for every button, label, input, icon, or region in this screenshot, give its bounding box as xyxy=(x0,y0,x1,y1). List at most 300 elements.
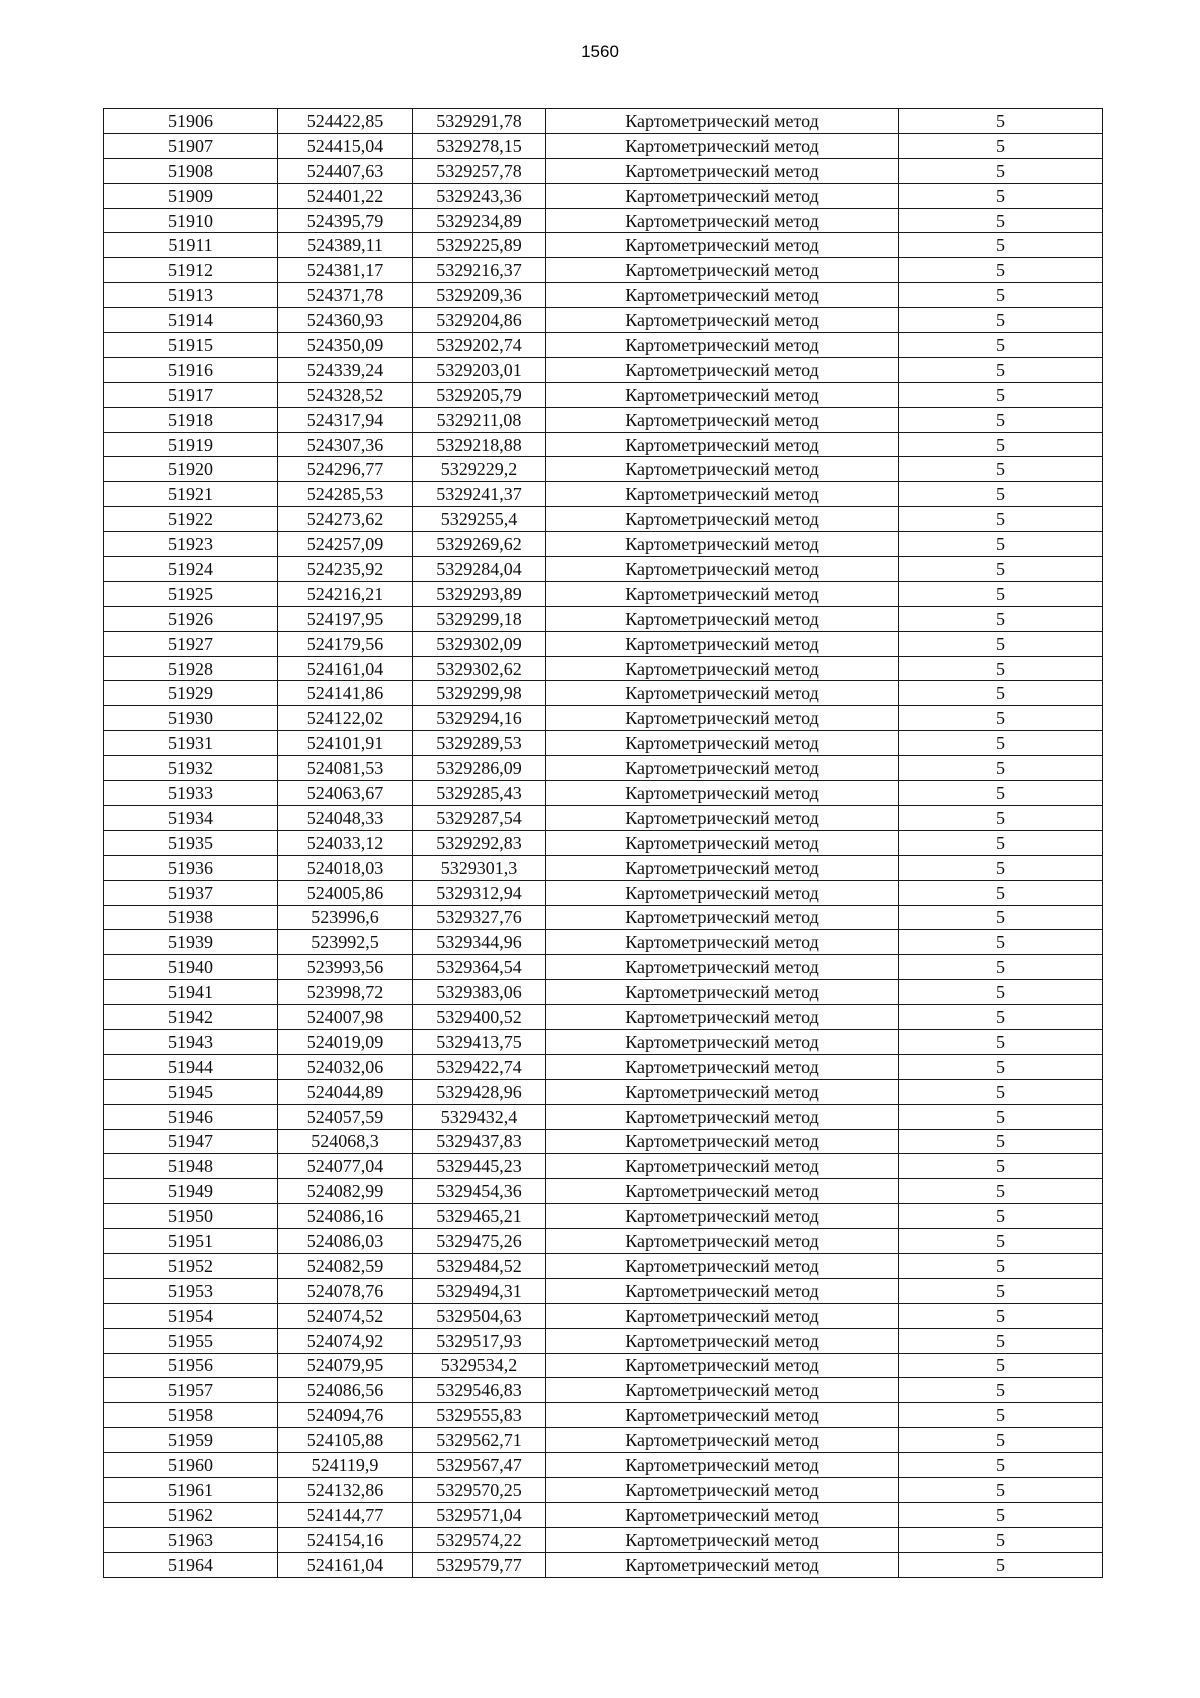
point-number-cell: 51956 xyxy=(104,1353,278,1378)
x-coordinate-cell: 524094,76 xyxy=(278,1403,413,1428)
method-cell: Картометрический метод xyxy=(546,233,899,258)
method-cell: Картометрический метод xyxy=(546,507,899,532)
method-cell: Картометрический метод xyxy=(546,830,899,855)
point-number-cell: 51909 xyxy=(104,183,278,208)
x-coordinate-cell: 524381,17 xyxy=(278,258,413,283)
point-number-cell: 51933 xyxy=(104,781,278,806)
accuracy-cell: 5 xyxy=(899,1204,1103,1229)
coordinates-table xyxy=(103,108,1103,1578)
method-cell: Картометрический метод xyxy=(546,1054,899,1079)
y-coordinate-cell: 5329292,83 xyxy=(413,830,546,855)
x-coordinate-cell: 524350,09 xyxy=(278,333,413,358)
accuracy-cell: 5 xyxy=(899,532,1103,557)
table-row xyxy=(104,208,1103,233)
method-cell: Картометрический метод xyxy=(546,1179,899,1204)
point-number-cell: 51915 xyxy=(104,333,278,358)
method-cell: Картометрический метод xyxy=(546,1527,899,1552)
point-number-cell: 51942 xyxy=(104,1005,278,1030)
accuracy-cell: 5 xyxy=(899,233,1103,258)
point-number-cell: 51919 xyxy=(104,432,278,457)
table-row xyxy=(104,1477,1103,1502)
accuracy-cell: 5 xyxy=(899,905,1103,930)
table-row xyxy=(104,855,1103,880)
x-coordinate-cell: 524216,21 xyxy=(278,581,413,606)
point-number-cell: 51951 xyxy=(104,1229,278,1254)
x-coordinate-cell: 524328,52 xyxy=(278,382,413,407)
x-coordinate-cell: 524005,86 xyxy=(278,880,413,905)
x-coordinate-cell: 524296,77 xyxy=(278,457,413,482)
x-coordinate-cell: 524077,04 xyxy=(278,1154,413,1179)
accuracy-cell: 5 xyxy=(899,731,1103,756)
point-number-cell: 51955 xyxy=(104,1328,278,1353)
y-coordinate-cell: 5329284,04 xyxy=(413,557,546,582)
method-cell: Картометрический метод xyxy=(546,781,899,806)
point-number-cell: 51948 xyxy=(104,1154,278,1179)
point-number-cell: 51911 xyxy=(104,233,278,258)
table-row xyxy=(104,1403,1103,1428)
x-coordinate-cell: 524078,76 xyxy=(278,1278,413,1303)
method-cell: Картометрический метод xyxy=(546,980,899,1005)
accuracy-cell: 5 xyxy=(899,980,1103,1005)
method-cell: Картометрический метод xyxy=(546,133,899,158)
table-row xyxy=(104,482,1103,507)
accuracy-cell: 5 xyxy=(899,706,1103,731)
point-number-cell: 51950 xyxy=(104,1204,278,1229)
x-coordinate-cell: 524074,52 xyxy=(278,1303,413,1328)
point-number-cell: 51962 xyxy=(104,1502,278,1527)
point-number-cell: 51918 xyxy=(104,407,278,432)
method-cell: Картометрический метод xyxy=(546,731,899,756)
point-number-cell: 51927 xyxy=(104,631,278,656)
x-coordinate-cell: 524032,06 xyxy=(278,1054,413,1079)
y-coordinate-cell: 5329209,36 xyxy=(413,283,546,308)
method-cell: Картометрический метод xyxy=(546,1477,899,1502)
x-coordinate-cell: 524086,16 xyxy=(278,1204,413,1229)
method-cell: Картометрический метод xyxy=(546,1353,899,1378)
y-coordinate-cell: 5329229,2 xyxy=(413,457,546,482)
accuracy-cell: 5 xyxy=(899,1129,1103,1154)
point-number-cell: 51926 xyxy=(104,606,278,631)
method-cell: Картометрический метод xyxy=(546,532,899,557)
y-coordinate-cell: 5329570,25 xyxy=(413,1477,546,1502)
point-number-cell: 51963 xyxy=(104,1527,278,1552)
table-row xyxy=(104,407,1103,432)
method-cell: Картометрический метод xyxy=(546,557,899,582)
accuracy-cell: 5 xyxy=(899,258,1103,283)
table-row xyxy=(104,606,1103,631)
point-number-cell: 51959 xyxy=(104,1428,278,1453)
y-coordinate-cell: 5329344,96 xyxy=(413,930,546,955)
y-coordinate-cell: 5329293,89 xyxy=(413,581,546,606)
table-row xyxy=(104,283,1103,308)
table-row xyxy=(104,1527,1103,1552)
point-number-cell: 51925 xyxy=(104,581,278,606)
x-coordinate-cell: 524122,02 xyxy=(278,706,413,731)
x-coordinate-cell: 524317,94 xyxy=(278,407,413,432)
point-number-cell: 51914 xyxy=(104,308,278,333)
accuracy-cell: 5 xyxy=(899,507,1103,532)
accuracy-cell: 5 xyxy=(899,1104,1103,1129)
table-row xyxy=(104,880,1103,905)
table-row xyxy=(104,507,1103,532)
table-row xyxy=(104,457,1103,482)
accuracy-cell: 5 xyxy=(899,1179,1103,1204)
point-number-cell: 51964 xyxy=(104,1552,278,1577)
method-cell: Картометрический метод xyxy=(546,1204,899,1229)
y-coordinate-cell: 5329534,2 xyxy=(413,1353,546,1378)
y-coordinate-cell: 5329494,31 xyxy=(413,1278,546,1303)
y-coordinate-cell: 5329287,54 xyxy=(413,805,546,830)
accuracy-cell: 5 xyxy=(899,1054,1103,1079)
method-cell: Картометрический метод xyxy=(546,656,899,681)
point-number-cell: 51944 xyxy=(104,1054,278,1079)
x-coordinate-cell: 524068,3 xyxy=(278,1129,413,1154)
point-number-cell: 51917 xyxy=(104,382,278,407)
y-coordinate-cell: 5329327,76 xyxy=(413,905,546,930)
x-coordinate-cell: 524395,79 xyxy=(278,208,413,233)
accuracy-cell: 5 xyxy=(899,1328,1103,1353)
y-coordinate-cell: 5329445,23 xyxy=(413,1154,546,1179)
y-coordinate-cell: 5329383,06 xyxy=(413,980,546,1005)
x-coordinate-cell: 524360,93 xyxy=(278,308,413,333)
point-number-cell: 51938 xyxy=(104,905,278,930)
method-cell: Картометрический метод xyxy=(546,805,899,830)
x-coordinate-cell: 524141,86 xyxy=(278,681,413,706)
table-row xyxy=(104,109,1103,134)
accuracy-cell: 5 xyxy=(899,1453,1103,1478)
point-number-cell: 51947 xyxy=(104,1129,278,1154)
accuracy-cell: 5 xyxy=(899,1005,1103,1030)
table-row xyxy=(104,1029,1103,1054)
y-coordinate-cell: 5329216,37 xyxy=(413,258,546,283)
method-cell: Картометрический метод xyxy=(546,606,899,631)
table-row xyxy=(104,1079,1103,1104)
method-cell: Картометрический метод xyxy=(546,1328,899,1353)
accuracy-cell: 5 xyxy=(899,830,1103,855)
point-number-cell: 51949 xyxy=(104,1179,278,1204)
y-coordinate-cell: 5329269,62 xyxy=(413,532,546,557)
table-row xyxy=(104,706,1103,731)
accuracy-cell: 5 xyxy=(899,283,1103,308)
y-coordinate-cell: 5329413,75 xyxy=(413,1029,546,1054)
method-cell: Картометрический метод xyxy=(546,631,899,656)
table-row xyxy=(104,756,1103,781)
table-row xyxy=(104,183,1103,208)
method-cell: Картометрический метод xyxy=(546,407,899,432)
y-coordinate-cell: 5329241,37 xyxy=(413,482,546,507)
y-coordinate-cell: 5329291,78 xyxy=(413,109,546,134)
table-row xyxy=(104,158,1103,183)
table-row xyxy=(104,308,1103,333)
point-number-cell: 51923 xyxy=(104,532,278,557)
y-coordinate-cell: 5329285,43 xyxy=(413,781,546,806)
y-coordinate-cell: 5329234,89 xyxy=(413,208,546,233)
method-cell: Картометрический метод xyxy=(546,1378,899,1403)
accuracy-cell: 5 xyxy=(899,1029,1103,1054)
method-cell: Картометрический метод xyxy=(546,706,899,731)
method-cell: Картометрический метод xyxy=(546,681,899,706)
point-number-cell: 51943 xyxy=(104,1029,278,1054)
x-coordinate-cell: 524082,59 xyxy=(278,1253,413,1278)
accuracy-cell: 5 xyxy=(899,855,1103,880)
y-coordinate-cell: 5329422,74 xyxy=(413,1054,546,1079)
point-number-cell: 51929 xyxy=(104,681,278,706)
point-number-cell: 51928 xyxy=(104,656,278,681)
table-row xyxy=(104,1453,1103,1478)
method-cell: Картометрический метод xyxy=(546,1303,899,1328)
table-row xyxy=(104,1303,1103,1328)
accuracy-cell: 5 xyxy=(899,457,1103,482)
y-coordinate-cell: 5329437,83 xyxy=(413,1129,546,1154)
y-coordinate-cell: 5329301,3 xyxy=(413,855,546,880)
method-cell: Картометрический метод xyxy=(546,1029,899,1054)
point-number-cell: 51937 xyxy=(104,880,278,905)
y-coordinate-cell: 5329364,54 xyxy=(413,955,546,980)
point-number-cell: 51922 xyxy=(104,507,278,532)
x-coordinate-cell: 524307,36 xyxy=(278,432,413,457)
x-coordinate-cell: 524161,04 xyxy=(278,1552,413,1577)
y-coordinate-cell: 5329428,96 xyxy=(413,1079,546,1104)
y-coordinate-cell: 5329517,93 xyxy=(413,1328,546,1353)
point-number-cell: 51954 xyxy=(104,1303,278,1328)
point-number-cell: 51939 xyxy=(104,930,278,955)
accuracy-cell: 5 xyxy=(899,1527,1103,1552)
point-number-cell: 51934 xyxy=(104,805,278,830)
point-number-cell: 51957 xyxy=(104,1378,278,1403)
y-coordinate-cell: 5329205,79 xyxy=(413,382,546,407)
y-coordinate-cell: 5329546,83 xyxy=(413,1378,546,1403)
accuracy-cell: 5 xyxy=(899,208,1103,233)
y-coordinate-cell: 5329218,88 xyxy=(413,432,546,457)
table-row xyxy=(104,1428,1103,1453)
method-cell: Картометрический метод xyxy=(546,1104,899,1129)
accuracy-cell: 5 xyxy=(899,482,1103,507)
x-coordinate-cell: 524235,92 xyxy=(278,557,413,582)
x-coordinate-cell: 524033,12 xyxy=(278,830,413,855)
accuracy-cell: 5 xyxy=(899,656,1103,681)
y-coordinate-cell: 5329302,62 xyxy=(413,656,546,681)
table-row xyxy=(104,432,1103,457)
x-coordinate-cell: 524415,04 xyxy=(278,133,413,158)
x-coordinate-cell: 524422,85 xyxy=(278,109,413,134)
y-coordinate-cell: 5329465,21 xyxy=(413,1204,546,1229)
method-cell: Картометрический метод xyxy=(546,482,899,507)
method-cell: Картометрический метод xyxy=(546,930,899,955)
point-number-cell: 51910 xyxy=(104,208,278,233)
method-cell: Картометрический метод xyxy=(546,756,899,781)
table-row xyxy=(104,1552,1103,1577)
accuracy-cell: 5 xyxy=(899,109,1103,134)
table-row xyxy=(104,1204,1103,1229)
y-coordinate-cell: 5329475,26 xyxy=(413,1229,546,1254)
point-number-cell: 51953 xyxy=(104,1278,278,1303)
x-coordinate-cell: 524044,89 xyxy=(278,1079,413,1104)
x-coordinate-cell: 524086,03 xyxy=(278,1229,413,1254)
point-number-cell: 51921 xyxy=(104,482,278,507)
point-number-cell: 51946 xyxy=(104,1104,278,1129)
accuracy-cell: 5 xyxy=(899,308,1103,333)
y-coordinate-cell: 5329255,4 xyxy=(413,507,546,532)
point-number-cell: 51935 xyxy=(104,830,278,855)
y-coordinate-cell: 5329294,16 xyxy=(413,706,546,731)
y-coordinate-cell: 5329574,22 xyxy=(413,1527,546,1552)
table-row xyxy=(104,905,1103,930)
table-row xyxy=(104,1229,1103,1254)
method-cell: Картометрический метод xyxy=(546,880,899,905)
method-cell: Картометрический метод xyxy=(546,1154,899,1179)
table-row xyxy=(104,980,1103,1005)
y-coordinate-cell: 5329312,94 xyxy=(413,880,546,905)
x-coordinate-cell: 524082,99 xyxy=(278,1179,413,1204)
accuracy-cell: 5 xyxy=(899,606,1103,631)
accuracy-cell: 5 xyxy=(899,1303,1103,1328)
x-coordinate-cell: 524339,24 xyxy=(278,357,413,382)
y-coordinate-cell: 5329562,71 xyxy=(413,1428,546,1453)
y-coordinate-cell: 5329286,09 xyxy=(413,756,546,781)
point-number-cell: 51945 xyxy=(104,1079,278,1104)
x-coordinate-cell: 524389,11 xyxy=(278,233,413,258)
accuracy-cell: 5 xyxy=(899,407,1103,432)
accuracy-cell: 5 xyxy=(899,1502,1103,1527)
point-number-cell: 51920 xyxy=(104,457,278,482)
table-row xyxy=(104,1129,1103,1154)
point-number-cell: 51958 xyxy=(104,1403,278,1428)
accuracy-cell: 5 xyxy=(899,781,1103,806)
method-cell: Картометрический метод xyxy=(546,333,899,358)
x-coordinate-cell: 524019,09 xyxy=(278,1029,413,1054)
accuracy-cell: 5 xyxy=(899,1229,1103,1254)
table-row xyxy=(104,1054,1103,1079)
method-cell: Картометрический метод xyxy=(546,955,899,980)
accuracy-cell: 5 xyxy=(899,1403,1103,1428)
method-cell: Картометрический метод xyxy=(546,905,899,930)
x-coordinate-cell: 524086,56 xyxy=(278,1378,413,1403)
x-coordinate-cell: 523993,56 xyxy=(278,955,413,980)
point-number-cell: 51961 xyxy=(104,1477,278,1502)
x-coordinate-cell: 524197,95 xyxy=(278,606,413,631)
method-cell: Картометрический метод xyxy=(546,1453,899,1478)
accuracy-cell: 5 xyxy=(899,631,1103,656)
table-row xyxy=(104,1005,1103,1030)
table-row xyxy=(104,258,1103,283)
table-row xyxy=(104,1353,1103,1378)
accuracy-cell: 5 xyxy=(899,357,1103,382)
table-row xyxy=(104,681,1103,706)
y-coordinate-cell: 5329571,04 xyxy=(413,1502,546,1527)
y-coordinate-cell: 5329202,74 xyxy=(413,333,546,358)
table-row xyxy=(104,357,1103,382)
y-coordinate-cell: 5329204,86 xyxy=(413,308,546,333)
x-coordinate-cell: 524079,95 xyxy=(278,1353,413,1378)
table-row xyxy=(104,1179,1103,1204)
y-coordinate-cell: 5329504,63 xyxy=(413,1303,546,1328)
accuracy-cell: 5 xyxy=(899,1353,1103,1378)
y-coordinate-cell: 5329555,83 xyxy=(413,1403,546,1428)
point-number-cell: 51960 xyxy=(104,1453,278,1478)
method-cell: Картометрический метод xyxy=(546,1079,899,1104)
method-cell: Картометрический метод xyxy=(546,457,899,482)
accuracy-cell: 5 xyxy=(899,930,1103,955)
method-cell: Картометрический метод xyxy=(546,158,899,183)
x-coordinate-cell: 524401,22 xyxy=(278,183,413,208)
point-number-cell: 51913 xyxy=(104,283,278,308)
x-coordinate-cell: 524371,78 xyxy=(278,283,413,308)
method-cell: Картометрический метод xyxy=(546,432,899,457)
accuracy-cell: 5 xyxy=(899,1154,1103,1179)
accuracy-cell: 5 xyxy=(899,756,1103,781)
x-coordinate-cell: 523996,6 xyxy=(278,905,413,930)
table-row xyxy=(104,805,1103,830)
table-row xyxy=(104,382,1103,407)
x-coordinate-cell: 523998,72 xyxy=(278,980,413,1005)
point-number-cell: 51932 xyxy=(104,756,278,781)
accuracy-cell: 5 xyxy=(899,581,1103,606)
method-cell: Картометрический метод xyxy=(546,1129,899,1154)
method-cell: Картометрический метод xyxy=(546,855,899,880)
x-coordinate-cell: 524154,16 xyxy=(278,1527,413,1552)
y-coordinate-cell: 5329567,47 xyxy=(413,1453,546,1478)
x-coordinate-cell: 524074,92 xyxy=(278,1328,413,1353)
x-coordinate-cell: 524144,77 xyxy=(278,1502,413,1527)
accuracy-cell: 5 xyxy=(899,1278,1103,1303)
x-coordinate-cell: 524018,03 xyxy=(278,855,413,880)
method-cell: Картометрический метод xyxy=(546,1428,899,1453)
accuracy-cell: 5 xyxy=(899,1428,1103,1453)
x-coordinate-cell: 523992,5 xyxy=(278,930,413,955)
method-cell: Картометрический метод xyxy=(546,1229,899,1254)
y-coordinate-cell: 5329302,09 xyxy=(413,631,546,656)
y-coordinate-cell: 5329257,78 xyxy=(413,158,546,183)
accuracy-cell: 5 xyxy=(899,1477,1103,1502)
table-row xyxy=(104,233,1103,258)
point-number-cell: 51916 xyxy=(104,357,278,382)
y-coordinate-cell: 5329211,08 xyxy=(413,407,546,432)
y-coordinate-cell: 5329203,01 xyxy=(413,357,546,382)
x-coordinate-cell: 524057,59 xyxy=(278,1104,413,1129)
table-row xyxy=(104,781,1103,806)
method-cell: Картометрический метод xyxy=(546,581,899,606)
table-row xyxy=(104,955,1103,980)
table-row xyxy=(104,1502,1103,1527)
x-coordinate-cell: 524257,09 xyxy=(278,532,413,557)
point-number-cell: 51924 xyxy=(104,557,278,582)
point-number-cell: 51931 xyxy=(104,731,278,756)
y-coordinate-cell: 5329278,15 xyxy=(413,133,546,158)
y-coordinate-cell: 5329579,77 xyxy=(413,1552,546,1577)
table-row xyxy=(104,532,1103,557)
y-coordinate-cell: 5329225,89 xyxy=(413,233,546,258)
accuracy-cell: 5 xyxy=(899,681,1103,706)
accuracy-cell: 5 xyxy=(899,333,1103,358)
accuracy-cell: 5 xyxy=(899,557,1103,582)
point-number-cell: 51908 xyxy=(104,158,278,183)
table-row xyxy=(104,830,1103,855)
table-row xyxy=(104,1328,1103,1353)
point-number-cell: 51941 xyxy=(104,980,278,1005)
point-number-cell: 51930 xyxy=(104,706,278,731)
method-cell: Картометрический метод xyxy=(546,183,899,208)
table-row xyxy=(104,656,1103,681)
page-number: 1560 xyxy=(581,42,619,61)
x-coordinate-cell: 524048,33 xyxy=(278,805,413,830)
accuracy-cell: 5 xyxy=(899,1378,1103,1403)
y-coordinate-cell: 5329432,4 xyxy=(413,1104,546,1129)
method-cell: Картометрический метод xyxy=(546,1552,899,1577)
point-number-cell: 51907 xyxy=(104,133,278,158)
accuracy-cell: 5 xyxy=(899,1552,1103,1577)
y-coordinate-cell: 5329243,36 xyxy=(413,183,546,208)
method-cell: Картометрический метод xyxy=(546,382,899,407)
